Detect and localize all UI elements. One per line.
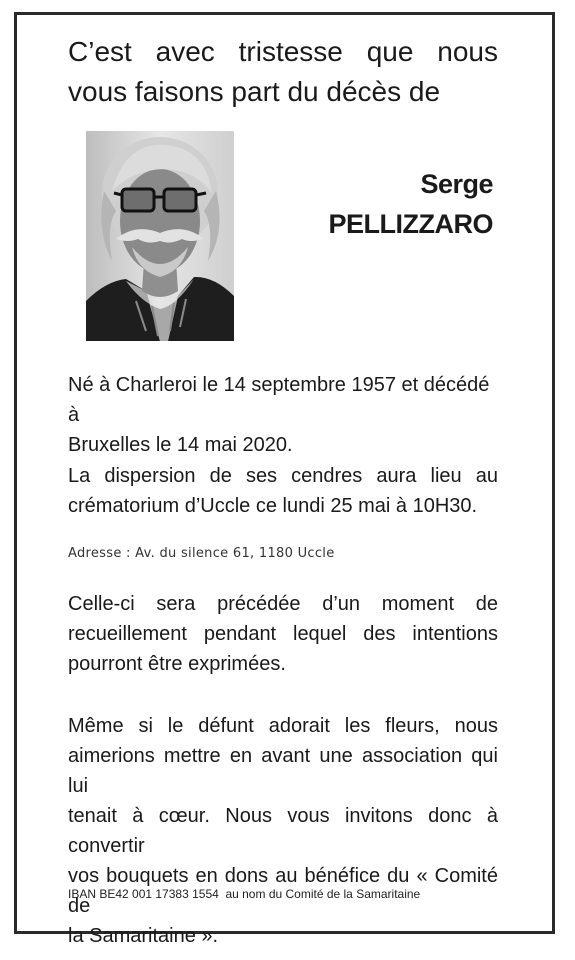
portrait-photo — [86, 131, 234, 341]
gathering-paragraph — [68, 589, 498, 679]
gathering-line-1: Celle-ci sera précédée d’un moment de — [68, 593, 498, 615]
flowers-line-1: Même si le défunt adorait les fleurs, nous — [68, 715, 498, 737]
first-name: Serge — [420, 169, 493, 199]
flowers-paragraph — [68, 711, 498, 951]
iban-line: IBAN BE42 001 17383 1554 au nom du Comité de la Samaritaine — [68, 887, 421, 901]
birth-line-2: Bruxelles le 14 mai 2020. — [68, 434, 293, 456]
ceremony-line-1: La dispersion de ses cendres aura lieu au — [68, 465, 498, 487]
flowers-line-2: aimerions mettre en avant une association qui lui — [68, 745, 498, 797]
intro-text — [68, 32, 498, 112]
flowers-line-3: tenait à cœur. Nous vous invitons donc à convertir — [68, 805, 498, 857]
portrait-image — [86, 131, 234, 341]
ceremony-line-2: crématorium d’Uccle ce lundi 25 mai à 10H30. — [68, 495, 478, 517]
address-line: Adresse : Av. du silence 61, 1180 Uccle — [68, 546, 335, 561]
flowers-line-4: vos bouquets en dons au bénéfice du « Comité de — [68, 865, 498, 917]
intro-line-2: vous faisons part du décès de — [68, 76, 441, 107]
gathering-line-2: recueillement pendant lequel des intentions — [68, 623, 498, 645]
last-name: PELLIZZARO — [328, 209, 493, 239]
deceased-name — [329, 164, 494, 244]
birth-death-paragraph — [68, 370, 498, 460]
ceremony-paragraph — [68, 461, 498, 521]
flowers-line-5: la Samaritaine ». — [68, 925, 219, 947]
gathering-line-3: pourront être exprimées. — [68, 653, 286, 675]
intro-line-1: C’est avec tristesse que nous — [68, 36, 498, 67]
birth-line-1: Né à Charleroi le 14 septembre 1957 et décédé à — [68, 374, 490, 426]
